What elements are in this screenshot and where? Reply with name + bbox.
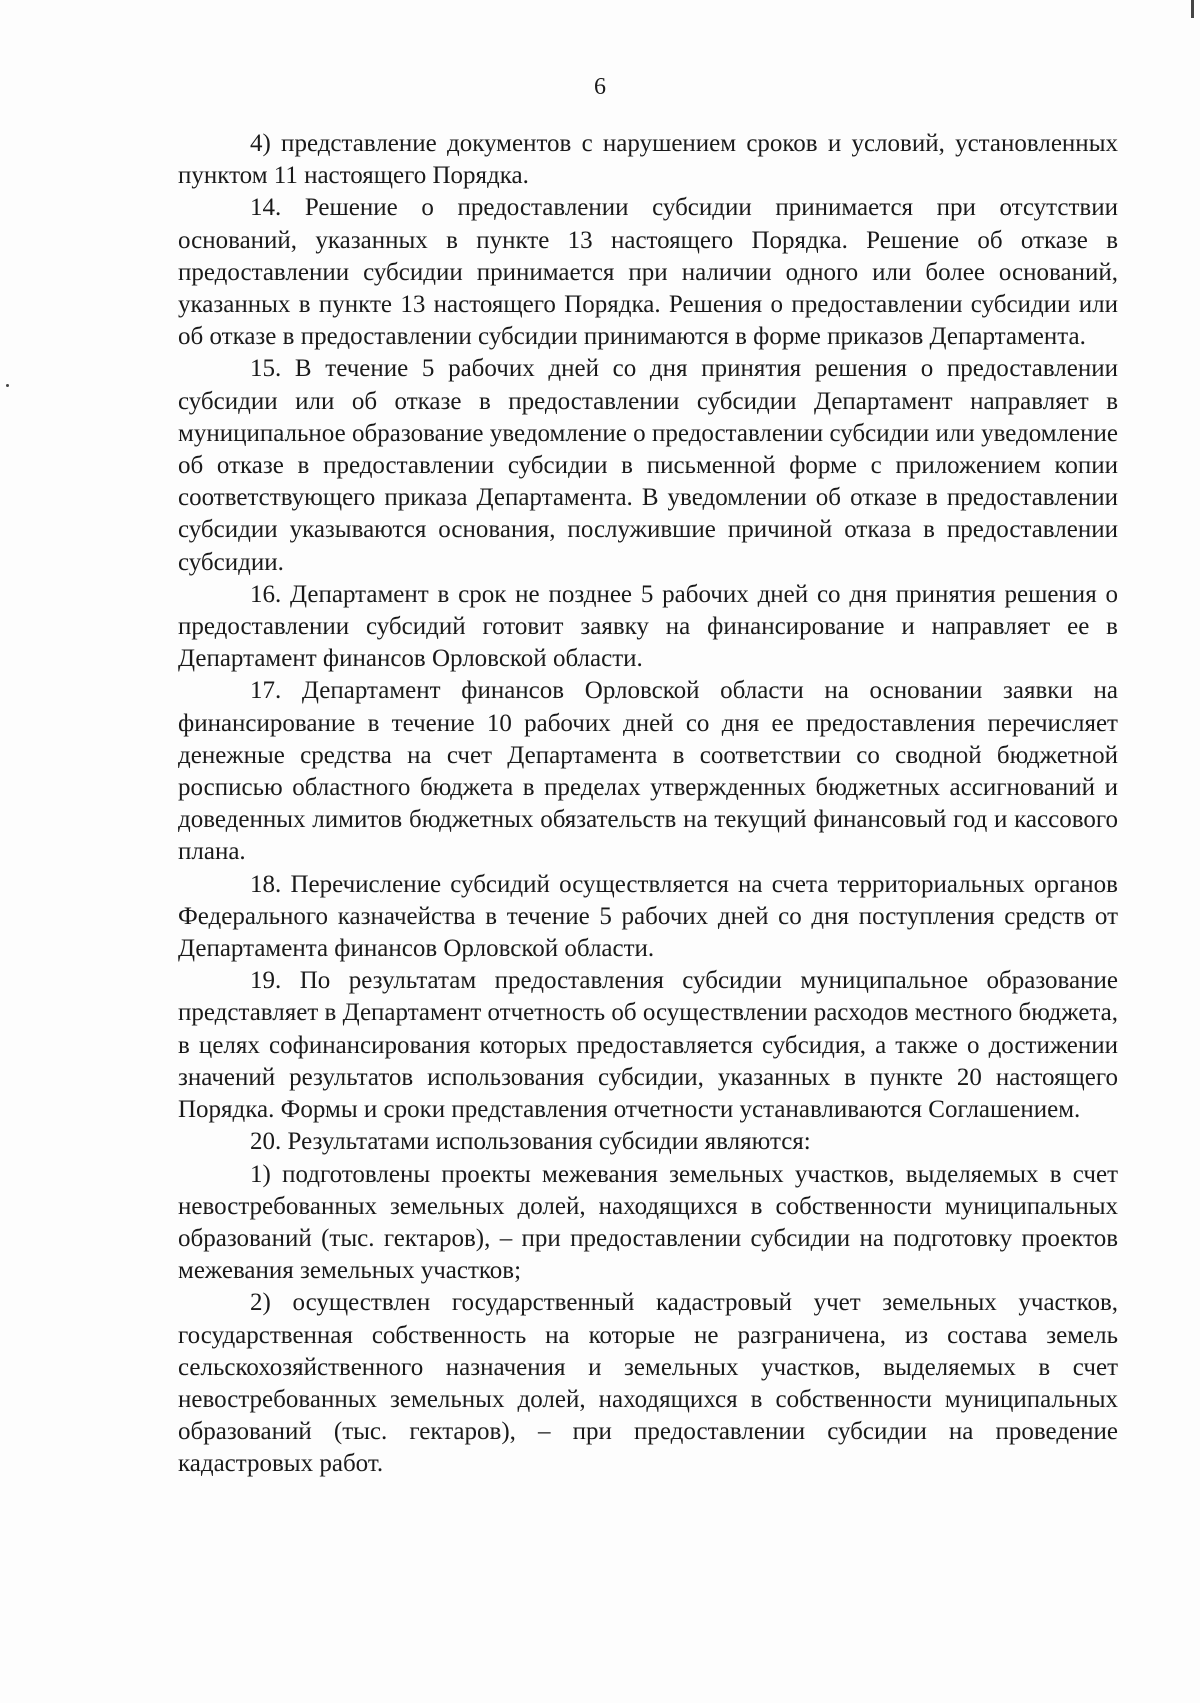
paragraph-15: 15. В течение 5 рабочих дней со дня принятия решения о предоставлении субсидии или об отказе в предоставлении субсидии Департамент направляет в муниципальное образование уведомление о предоставлении субсидии или уведомление об отказе в предоставлении субсидии в письменной форме с приложением копии соответствующего приказа Департамента. В уведомлении об отказе в предоставлении субсидии указываются основания, послужившие причиной отказа в предоставлении субсидии. — [178, 355, 1118, 576]
scan-dot-mark — [6, 384, 9, 387]
paragraph-16: 16. Департамент в срок не позднее 5 рабочих дней со дня принятия решения о предоставлении субсидий готовит заявку на финансирование и направляет ее в Департамент финансов Орловской области. — [178, 580, 1118, 673]
paragraph-17: 17. Департамент финансов Орловской области на основании заявки на финансирование в течение 10 рабочих дней со дня ее предоставления перечисляет денежные средства на счет Департамента в соответствии со сводной бюджетной росписью областного бюджета в пределах утвержденных бюджетных ассигнований и доведенных лимитов бюджетных обязательств на текущий финансовый год и кассового плана. — [178, 677, 1118, 866]
paragraph-20-item-2: 2) осуществлен государственный кадастровый учет земельных участков, государственная собственность на которые не разграничена, из состава земель сельскохозяйственного назначения и земельных участков, выделяемых в счет невостребованных земельных долей, находящихся в собственности муниципальных образований (тыс. гектаров), – при предоставлении субсидии на проведение кадастровых работ. — [178, 1289, 1118, 1478]
paragraph-19: 19. По результатам предоставления субсидии муниципальное образование представляет в Департамент отчетность об осуществлении расходов местного бюджета, в целях софинансирования которых предоставляется субсидия, а также о достижении значений результатов использования субсидии, указанных в пункте 20 настоящего Порядка. Формы и сроки представления отчетности устанавливаются Соглашением. — [178, 967, 1118, 1124]
scan-edge-mark — [1191, 0, 1194, 18]
paragraph-item-4: 4) представление документов с нарушением сроков и условий, установленных пунктом 11 настоящего Порядка. — [178, 130, 1118, 190]
document-body — [178, 128, 1118, 1481]
paragraph-20: 20. Результатами использования субсидии являются: — [250, 1128, 811, 1156]
paragraph-20-item-1: 1) подготовлены проекты межевания земельных участков, выделяемых в счет невостребованных земельных долей, находящихся в собственности муниципальных образований (тыс. гектаров), – при предоставлении субсидии на подготовку проектов межевания земельных участков; — [178, 1160, 1118, 1285]
paragraph-18: 18. Перечисление субсидий осуществляется на счета территориальных органов Федерального казначейства в течение 5 рабочих дней со дня поступления средств от Департамента финансов Орловской области. — [178, 870, 1118, 963]
page-number: 6 — [594, 74, 606, 100]
paragraph-14: 14. Решение о предоставлении субсидии принимается при отсутствии оснований, указанных в пункте 13 настоящего Порядка. Решение об отказе в предоставлении субсидии принимается при наличии одного или более оснований, указанных в пункте 13 настоящего Порядка. Решения о предоставлении субсидии или об отказе в предоставлении субсидии принимаются в форме приказов Департамента. — [178, 194, 1118, 351]
